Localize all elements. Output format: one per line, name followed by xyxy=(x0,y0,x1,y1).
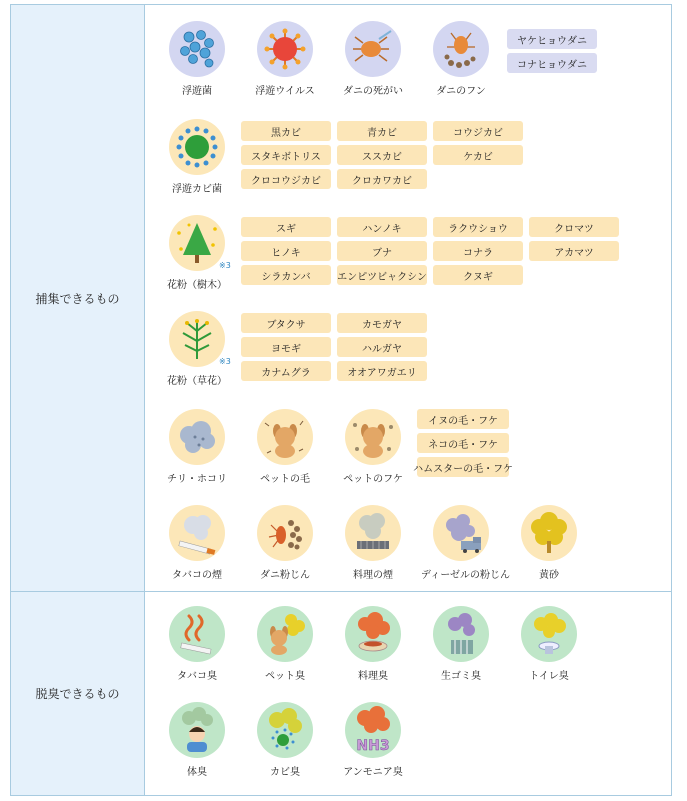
diesel-dust-icon xyxy=(433,505,489,561)
yellow-sand-icon xyxy=(521,505,577,561)
pet-hair-icon xyxy=(257,409,313,465)
tree-tag: ブナ xyxy=(337,241,427,261)
mold-tag: クロカワカビ xyxy=(337,169,427,189)
item-mite-droppings xyxy=(421,21,501,97)
item-label: ペットの毛 xyxy=(260,474,310,485)
item-cigarette-smoke xyxy=(157,505,237,581)
item-label: ダニの死がい xyxy=(343,86,403,97)
item-pet-hair xyxy=(245,409,325,485)
mold-tag: クロコウジカビ xyxy=(241,169,331,189)
pet-tag: ネコの毛・フケ xyxy=(417,433,509,453)
capture-row xyxy=(11,5,671,591)
tree-pollen-icon xyxy=(169,215,231,271)
item-label: 黄砂 xyxy=(539,570,559,581)
item-toilet-odor xyxy=(509,606,589,682)
grass-tag: ハルガヤ xyxy=(337,337,427,357)
garbage-odor-icon xyxy=(433,606,489,662)
tree-tag: クヌギ xyxy=(433,265,523,285)
tree-tag: アカマツ xyxy=(529,241,619,261)
grass-pollen-icon xyxy=(169,311,231,367)
tree-tag: エンピツビャクシン xyxy=(337,265,427,285)
item-label: 生ゴミ臭 xyxy=(441,671,481,682)
tree-tag: シラカンバ xyxy=(241,265,331,285)
toilet-odor-icon xyxy=(521,606,577,662)
item-label: 料理臭 xyxy=(358,671,388,682)
item-mold-odor xyxy=(245,702,325,778)
grass-tag: ブタクサ xyxy=(241,313,331,333)
tree-tag: ハンノキ xyxy=(337,217,427,237)
item-label: 浮遊ウイルス xyxy=(255,86,315,97)
item-diesel-dust xyxy=(421,505,510,581)
item-label: ダニのフン xyxy=(436,86,486,97)
cooking-odor-icon xyxy=(345,606,401,662)
dead-mite-icon xyxy=(345,21,401,77)
capture-body xyxy=(145,5,671,591)
mold-tag: 青カビ xyxy=(337,121,427,141)
item-label: ダニ粉じん xyxy=(260,570,310,581)
item-grass-pollen xyxy=(157,311,237,387)
tree-tag: スギ xyxy=(241,217,331,237)
mold-tag: 黒カビ xyxy=(241,121,331,141)
tree-tag: クロマツ xyxy=(529,217,619,237)
item-floating-virus xyxy=(245,21,325,97)
mold-odor-icon xyxy=(257,702,313,758)
item-label: ペットのフケ xyxy=(343,474,403,485)
mold-tag: スタキボトリス xyxy=(241,145,331,165)
mold-tag: ススカビ xyxy=(337,145,427,165)
tree-tag: ヒノキ xyxy=(241,241,331,261)
item-label: タバコの煙 xyxy=(172,570,222,581)
cigarette-smoke-icon xyxy=(169,505,225,561)
floating-mold-icon xyxy=(169,119,225,175)
capture-header: 捕集できるもの xyxy=(11,5,145,591)
deodor-body xyxy=(145,592,671,795)
dust-icon xyxy=(169,409,225,465)
item-dead-mite xyxy=(333,21,413,97)
footnote-mark: ※3 xyxy=(219,357,231,366)
pet-tag: イヌの毛・フケ xyxy=(417,409,509,429)
item-label: アンモニア臭 xyxy=(343,767,403,778)
item-pet-odor xyxy=(245,606,325,682)
grass-tag: カモガヤ xyxy=(337,313,427,333)
item-cooking-odor xyxy=(333,606,413,682)
mite-dust-icon xyxy=(257,505,313,561)
item-tobacco-odor xyxy=(157,606,237,682)
ammonia-odor-icon xyxy=(345,702,401,758)
item-label: 浮遊カビ菌 xyxy=(172,184,222,195)
tobacco-odor-icon xyxy=(169,606,225,662)
pet-tag: ハムスターの毛・フケ xyxy=(417,457,509,477)
item-label: トイレ臭 xyxy=(529,671,569,682)
mold-tag: コウジカビ xyxy=(433,121,523,141)
item-pet-dander xyxy=(333,409,413,485)
item-yellow-sand xyxy=(509,505,589,581)
cooking-smoke-icon xyxy=(345,505,401,561)
mold-tag: ケカビ xyxy=(433,145,523,165)
mite-tag: コナヒョウダニ xyxy=(507,53,597,73)
item-label: 花粉（樹木） xyxy=(167,280,227,291)
grass-tag: カナムグラ xyxy=(241,361,331,381)
deodor-header: 脱臭できるもの xyxy=(11,592,145,795)
item-floating-bacteria xyxy=(157,21,237,97)
item-cooking-smoke xyxy=(333,505,413,581)
item-garbage-odor xyxy=(421,606,501,682)
item-label: 体臭 xyxy=(187,767,207,778)
item-label: カビ臭 xyxy=(270,767,300,778)
item-label: ディーゼルの粉じん xyxy=(421,570,510,581)
item-ammonia-odor xyxy=(333,702,413,778)
grass-tag: ヨモギ xyxy=(241,337,331,357)
filter-capability-table xyxy=(10,4,672,796)
item-tree-pollen xyxy=(157,215,237,291)
footnote-mark: ※3 xyxy=(219,261,231,270)
item-mite-dust xyxy=(245,505,325,581)
item-floating-mold xyxy=(157,119,237,195)
body-odor-icon xyxy=(169,702,225,758)
item-label: 浮遊菌 xyxy=(182,86,212,97)
ammonia-formula: NH3 xyxy=(356,738,390,754)
mite-droppings-icon xyxy=(433,21,489,77)
item-label: ペット臭 xyxy=(265,671,305,682)
mite-tag: ヤケヒョウダニ xyxy=(507,29,597,49)
item-dust xyxy=(157,409,237,485)
grass-tag: オオアワガエリ xyxy=(337,361,427,381)
item-label: タバコ臭 xyxy=(177,671,217,682)
tree-tag: ラクウショウ xyxy=(433,217,523,237)
floating-virus-icon xyxy=(257,21,313,77)
tree-tag: コナラ xyxy=(433,241,523,261)
deodor-row xyxy=(11,591,671,795)
item-label: チリ・ホコリ xyxy=(167,474,227,485)
item-label: 花粉（草花） xyxy=(167,376,227,387)
item-label: 料理の煙 xyxy=(353,570,393,581)
floating-bacteria-icon xyxy=(169,21,225,77)
pet-odor-icon xyxy=(257,606,313,662)
item-body-odor xyxy=(157,702,237,778)
pet-dander-icon xyxy=(345,409,401,465)
